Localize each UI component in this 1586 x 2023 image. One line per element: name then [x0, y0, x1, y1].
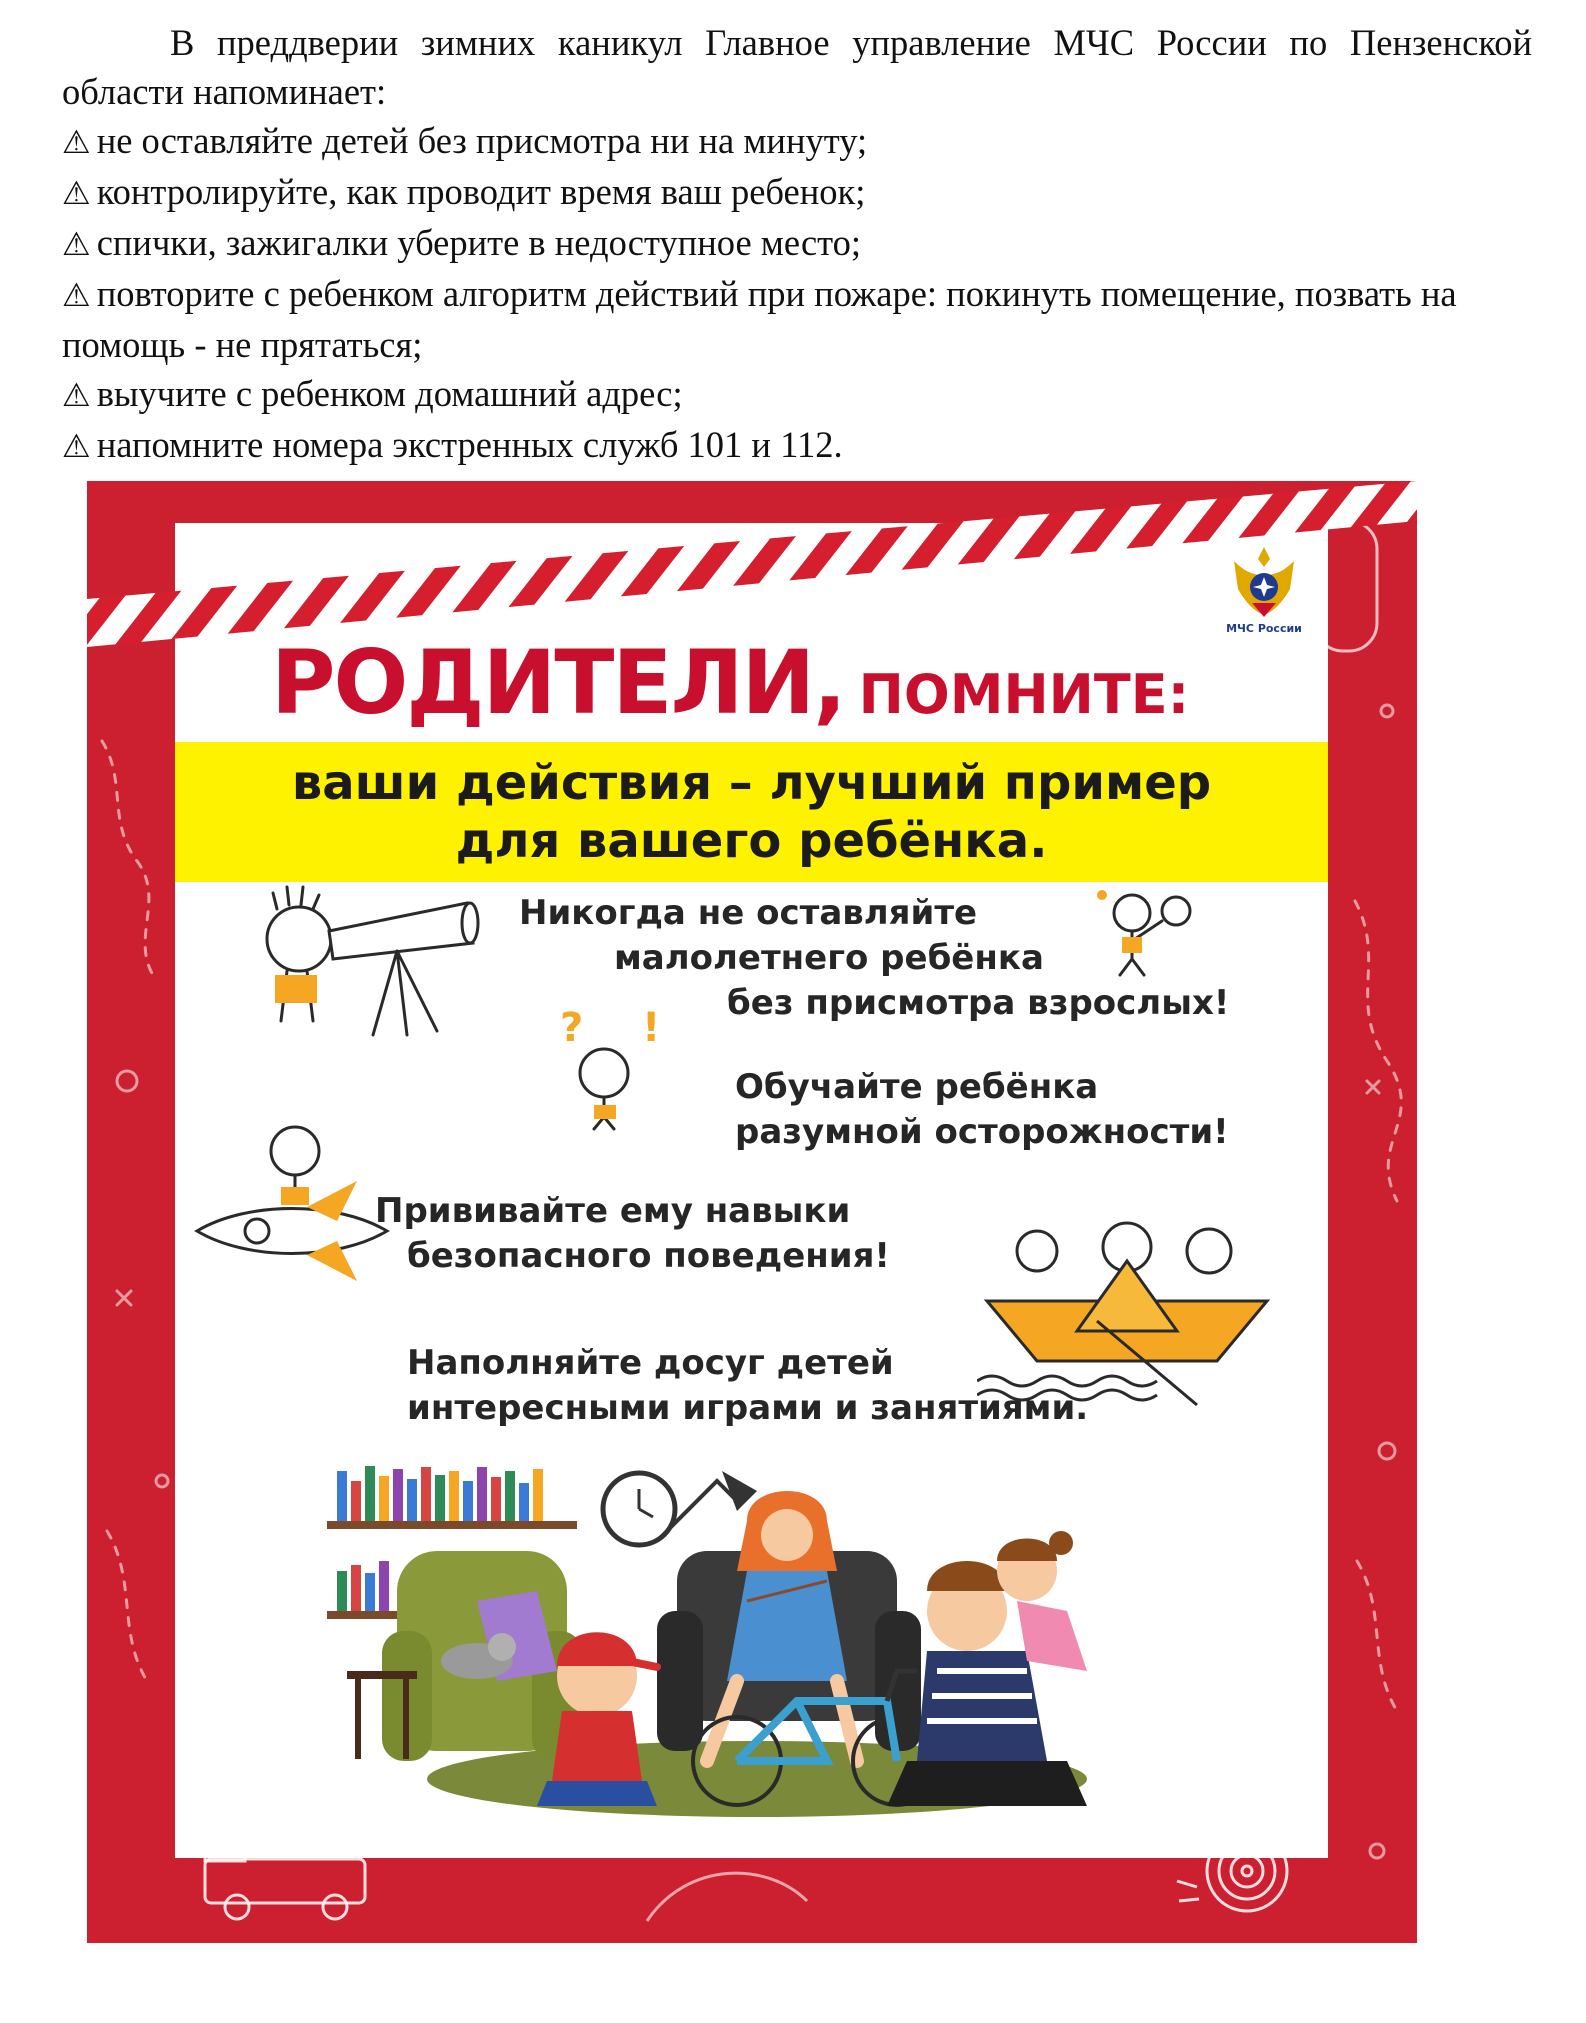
paper-boat-illustration	[977, 1221, 1277, 1411]
logo-label: МЧС России	[1226, 622, 1302, 635]
bullet-text: повторите с ребенком алгоритм действий при пожаре: покинуть помещение, позвать на помощь - не прятаться;	[62, 273, 1457, 365]
warning-icon: ⚠	[62, 123, 91, 161]
warning-icon: ⚠	[62, 225, 91, 263]
list-item	[62, 167, 1532, 218]
warning-icon: ⚠	[62, 276, 91, 314]
tip-line: Никогда не оставляйте	[519, 893, 978, 933]
bullet-text: не оставляйте детей без присмотра ни на минуту;	[96, 120, 868, 161]
tip-line: без присмотра взрослых!	[727, 983, 1230, 1023]
tip-line: Обучайте ребёнка	[735, 1067, 1099, 1107]
tip-line: малолетнего ребёнка	[614, 938, 1044, 978]
safety-poster	[87, 481, 1417, 1943]
list-item	[62, 116, 1532, 167]
list-item	[62, 218, 1532, 269]
bullet-text: выучите с ребенком домашний адрес;	[96, 373, 683, 414]
banner	[175, 742, 1328, 882]
bullet-text: спички, зажигалки уберите в недоступное место;	[96, 222, 862, 263]
list-item	[62, 420, 1532, 471]
svg-text:?: ?	[560, 1005, 584, 1051]
warning-icon: ⚠	[62, 427, 91, 465]
svg-text:!: !	[642, 1005, 661, 1051]
warning-icon: ⚠	[62, 376, 91, 414]
tip-line: интересными играми и занятиями.	[407, 1388, 1089, 1428]
tip-line: разумной осторожности!	[735, 1112, 1229, 1152]
headline-main: РОДИТЕЛИ,	[271, 631, 845, 734]
kid-butterfly-illustration	[1092, 881, 1212, 981]
mchs-emblem-icon	[1224, 541, 1304, 621]
banner-line: для вашего ребёнка.	[455, 813, 1048, 869]
headline-secondary: ПОМНИТЕ:	[858, 663, 1190, 726]
family-scene-illustration	[327, 1461, 1257, 1821]
armchair	[382, 1551, 582, 1761]
rocket-illustration	[187, 1121, 407, 1291]
list-item	[62, 369, 1532, 420]
warning-icon: ⚠	[62, 174, 91, 212]
document-text	[62, 18, 1532, 471]
tip-teach-caution	[735, 1065, 1229, 1155]
intro-paragraph: В преддверии зимних каникул Главное управление МЧС России по Пензенской области напоминает:	[62, 22, 1532, 112]
tip-line: безопасного поведения!	[407, 1236, 890, 1276]
tip-line: Наполняйте досуг детей	[407, 1343, 894, 1383]
bullet-text: контролируйте, как проводит время ваш ребенок;	[96, 171, 866, 212]
banner-line: ваши действия – лучший пример	[291, 755, 1212, 811]
mchs-logo	[1209, 541, 1319, 635]
child-telescope-illustration	[237, 881, 507, 1041]
poster-headline	[271, 631, 1189, 734]
curious-child-illustration	[542, 1001, 672, 1131]
tip-line: Прививайте ему навыки	[375, 1191, 851, 1231]
bullet-text: напомните номера экстренных служб 101 и 112.	[96, 424, 843, 465]
list-item	[62, 269, 1532, 369]
tip-safe-behavior	[375, 1189, 890, 1279]
